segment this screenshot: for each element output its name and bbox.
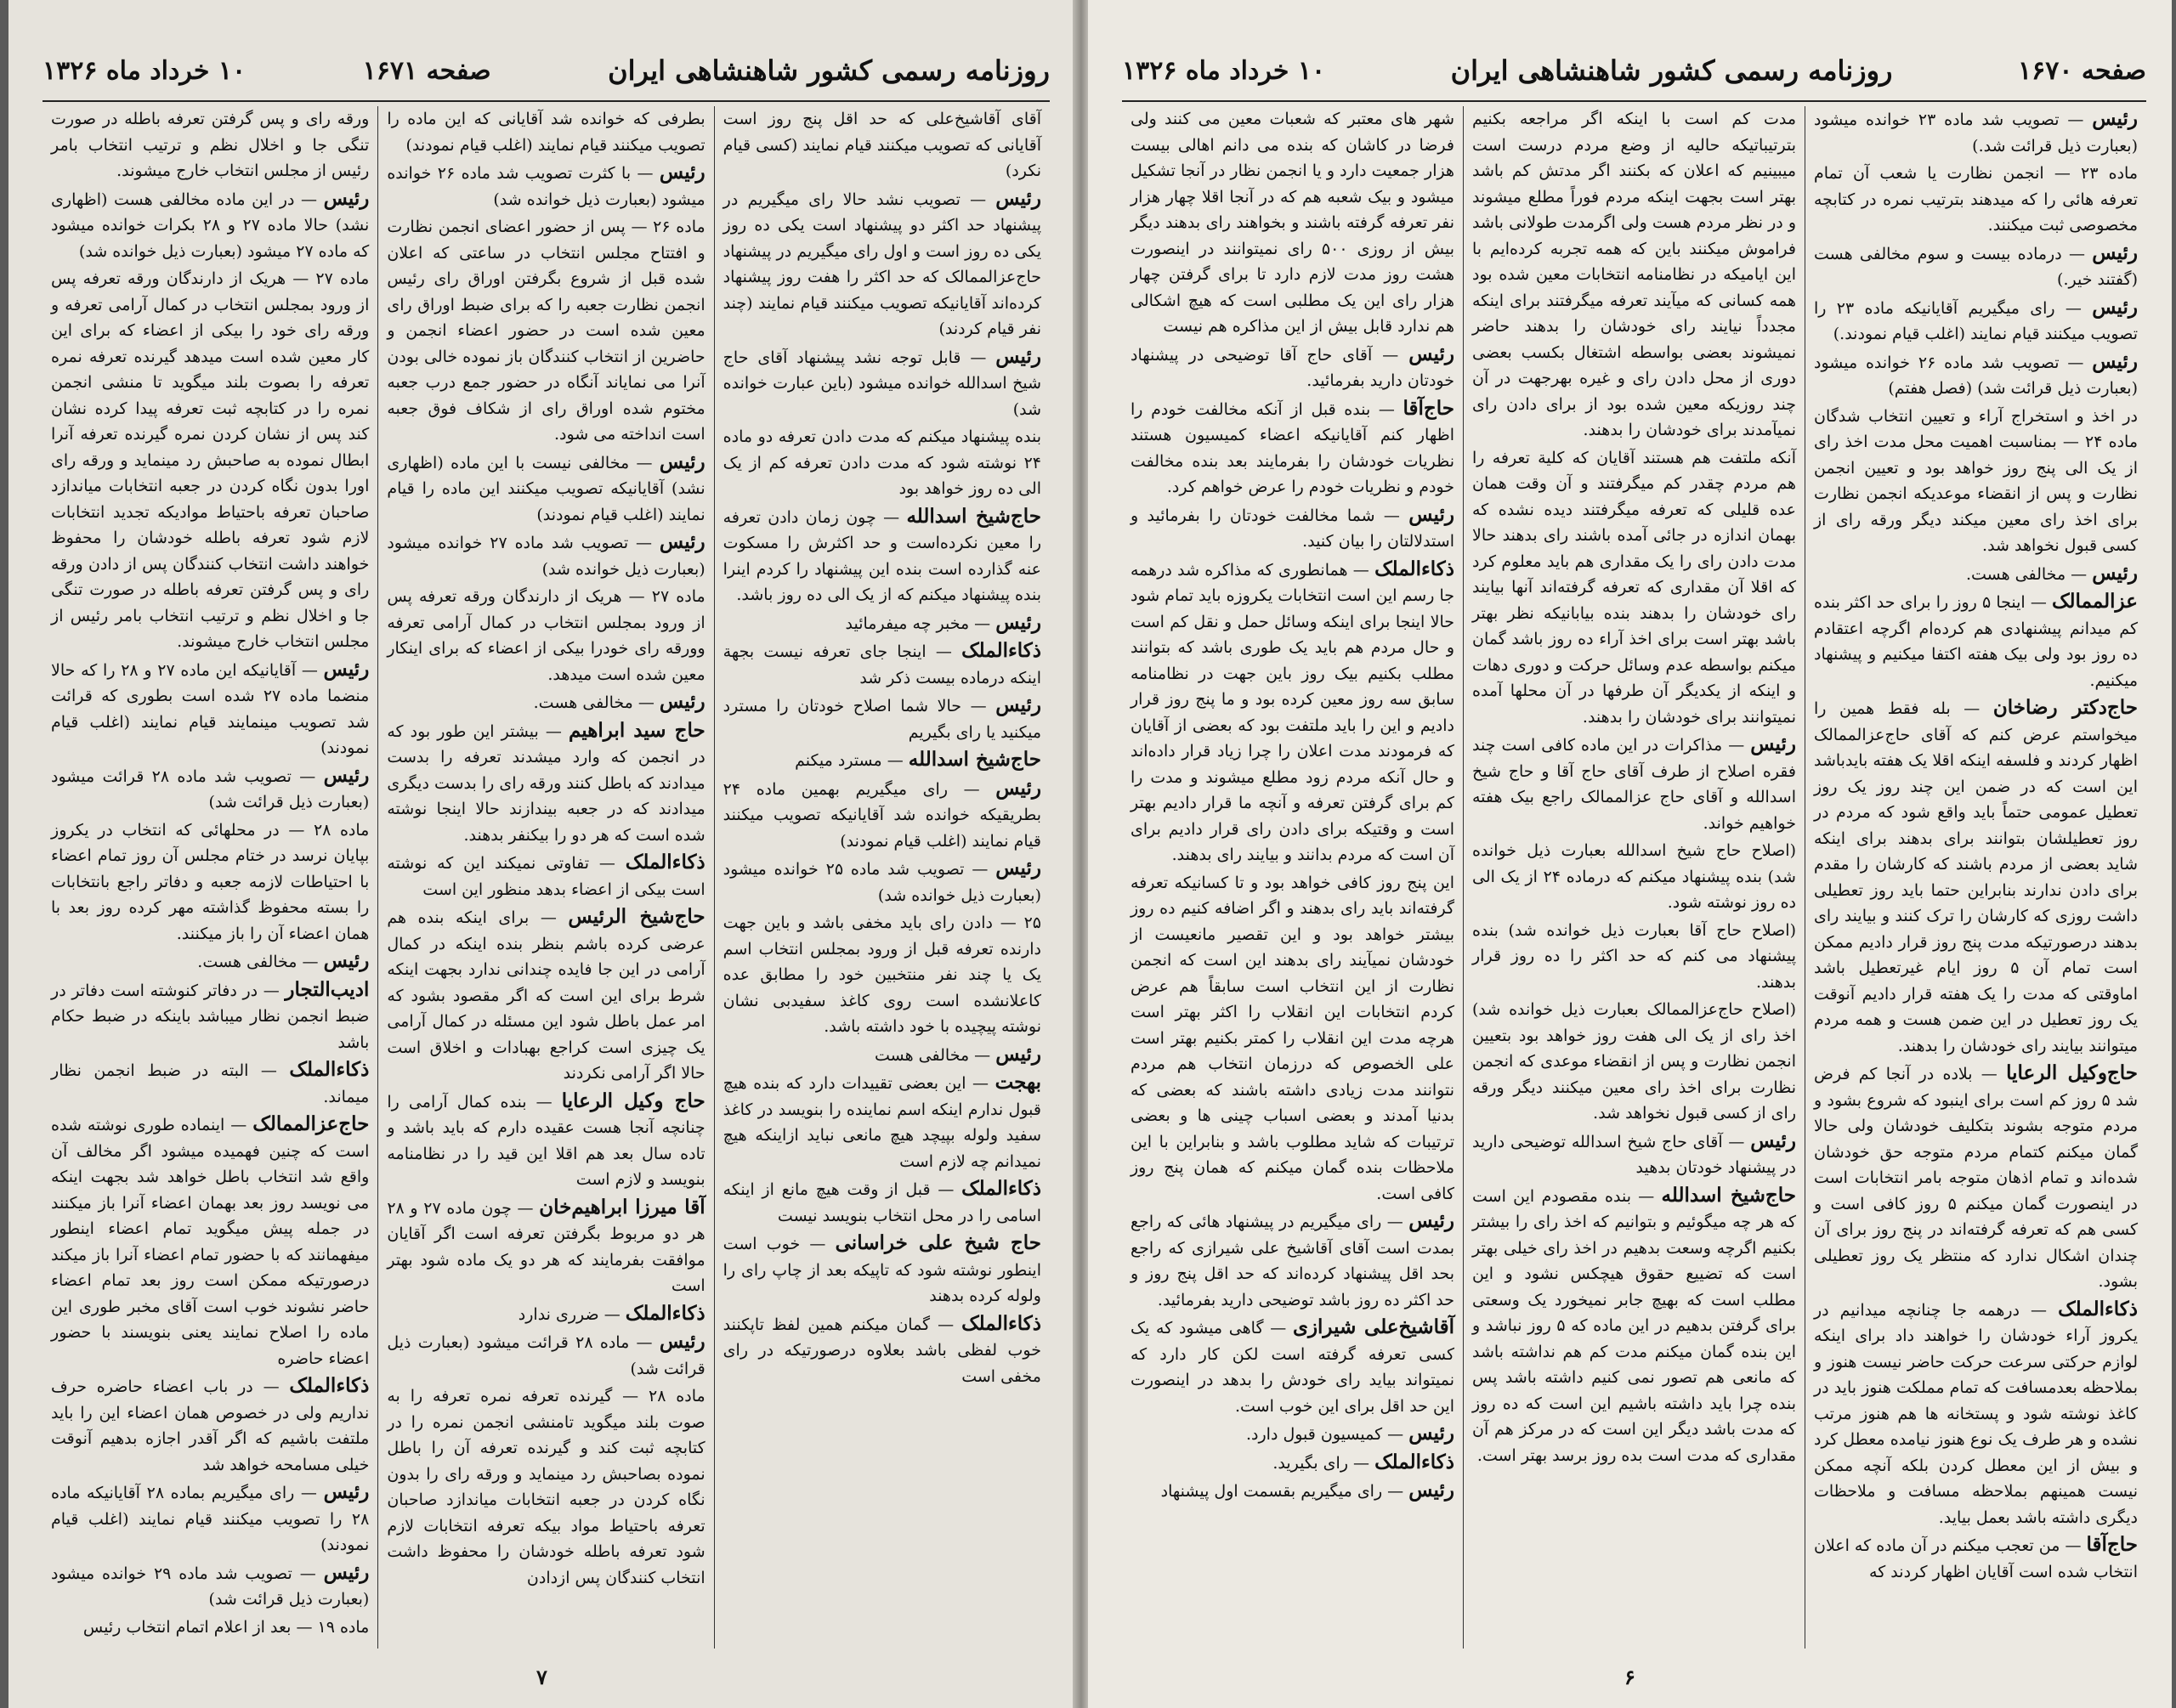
speaker-name: رئیس (323, 763, 370, 787)
text-paragraph (1130, 870, 1454, 1207)
paragraph-text: — گاهی میشود که یک کسی تعرفه گرفته است لکن کار دارد که نمیتواند بیاید رای خودش را بدهد در اینصورت این حد اقل برای این خوب است. (1130, 1319, 1454, 1416)
speech-paragraph (723, 747, 1041, 774)
speaker-name: حاج‌شیخ اسدالله (908, 748, 1041, 771)
speech-paragraph (1130, 1450, 1454, 1477)
text-paragraph (51, 106, 369, 184)
paragraph-text: — تفاوتی نمیکند این که نوشته است بیکی از اعضاء بدهد منظور این است (387, 854, 706, 899)
left-header-rule (42, 100, 1050, 102)
speech-paragraph (1814, 695, 2138, 1059)
speaker-name: ذکاء‌الملک (1374, 557, 1454, 580)
text-paragraph (723, 106, 1041, 184)
paragraph-text: — مخالفی هست (875, 1045, 996, 1065)
speaker-name: رئیس (323, 657, 370, 681)
paragraph-text: — بنده کمال آرامی را چنانچه آنجا هست عقیده دارم که باید باشد و تاده سال بعد هم اقلا این قید را در نظامنامه بنویسد و لازم است (387, 1092, 706, 1189)
speaker-name: حاج‌شیخ اسدالله (1661, 1183, 1797, 1207)
speaker-name: ذکاء‌الملک (961, 639, 1041, 662)
paragraph-text: — کمیسیون قبول دارد. (1245, 1425, 1409, 1444)
speech-paragraph (723, 504, 1041, 608)
text-paragraph (387, 214, 705, 448)
speech-paragraph (51, 1560, 369, 1613)
paragraph-text: — درهمه جا چنانچه میدانیم در یکروز آراء خودشان را خواهند داد برای اینکه لوازم حرکتی سرعت حرکت حاضر نیست هنوز و بملاحظه بعدمسافت که تمام مملکت هنوز باید در کاغذ نوشته شود و پستخانه ها هم هنوز مرتب نشده و هر طرف یک نوع هنوز نیامده معطل کرد و بیش از این معطل کردن بلکه آنچه ممکن نیست همینهم بملاحظه مسافت و ملاحظات دیگری داشته باشد بعمل بیاید. (1814, 1300, 2138, 1527)
left-gazette-title: روزنامه رسمی کشور شاهنشاهی ایران (608, 54, 1050, 87)
paragraph-text: — من تعجب میکنم در آن ماده که اعلان انتخاب شده است آقایان اظهار کردند که (1813, 1536, 2138, 1581)
left-column-2 (377, 106, 713, 1649)
paragraph-text: آقای آقاشیخ‌علی که حد اقل پنج روز است آقایانی که تصویب میکنند قیام نمایند (کسی قیام نکرد) (722, 110, 1041, 180)
paragraph-text: — اینجا جای تعرفه نیست بجهة اینکه درماده بیست ذکر شد (722, 642, 1041, 687)
speech-paragraph (723, 1042, 1041, 1069)
speech-paragraph (723, 1311, 1041, 1390)
speaker-name: رئیس (323, 949, 370, 972)
speech-paragraph (1814, 589, 2138, 693)
paragraph-text: — برای اینکه بنده هم عرضی کرده باشم بنظر بنده اینکه در کمال آرامی در این جا فایده چندانی ندارد بجهت اینکه شرط برای این است که اگر مقصود بشود که امر عمل باطل شود این مسئله در کمال آرامی یک چیزی است کراجع بهبادات و اخلاق است حالا اگر آرامی نکردند (387, 908, 706, 1083)
paragraph-text: — مخالفی هست. (533, 693, 660, 712)
speaker-name: رئیس (995, 776, 1041, 800)
speech-paragraph (51, 1479, 369, 1558)
speaker-name: رئیس (2092, 295, 2138, 319)
speech-paragraph (1130, 1421, 1454, 1448)
paragraph-text: ماده ۲۷ — هریک از دارندگان ورقه تعرفه پس از ورود بمجلس انتخاب در کمال آرامی تعرفه و ورقه رای خود را بیکی از اعضاء که برای این کار معین شده است میدهد گیرنده تعرفه نمره تعرفه را بصوت بلند میگوید تا منشی انجمن نمره را در کتابچه ثبت تعرفه پیدا کرده نشان کند پس از نشان کردن نمره گیرنده تعرفه آنرا ابطال نموده به صاحبش رد مینماید و ورقه رای اورا بدون نگاه کردن در جعبه انتخابات میاندازد صاحبان تعرفه باحتیاط موادیکه تجدید انتخابات لازم شود تعرفه باطله خودشان را محفوظ خواهند داشت انتخاب کنندگان پس از دادن ورقه رای و پس گرفتن تعرفه باطله در صورت تنگی جا و اخلال نظم و ترتیب انتخاب بامر رئیس از مجلس انتخاب خارج میشوند. (51, 269, 370, 651)
speech-paragraph (51, 657, 369, 761)
speech-paragraph (723, 776, 1041, 855)
speaker-name: ادیب‌التجار (285, 977, 370, 1001)
speech-paragraph (1130, 342, 1454, 394)
paragraph-text: مدت کم است با اینکه اگر مراجعه بکنیم بترتیباتیکه حالیه از وضع مردم درست است میبینیم که اعلان که بکنند اگر مدتش کم باشد بهتر است بجهت اینکه مردم فوراً مطلع میشوند و در نظر مردم هست ولی اگرمدت طولانی باشد فراموش میکنند باین که همه تجربه کرده‌ایم با این ایامیکه در نظامنامه انتخابات معین شده بود همه کسانی که میآیند تعرفه میگرفتند برای اینکه مجدداً نیایند رای خودشان را بدهند حاضر نمیشوند بعضی بواسطه اشتغال بکسب بعضی دوری از محل دادن رای و غیره بهرجهت در آن چند روزیکه معین شده بود از برای دادن رای نمیآمدند برای خودشان را بدهند. (1472, 110, 1796, 439)
text-paragraph (387, 106, 705, 158)
speech-paragraph (1130, 1315, 1454, 1419)
speech-paragraph (387, 689, 705, 716)
speaker-name: رئیس (1408, 342, 1454, 365)
paragraph-text: — با کثرت تصویب شد ماده ۲۶ خوانده میشود (بعبارت ذیل خوانده شد) (387, 164, 706, 209)
speech-paragraph (51, 948, 369, 976)
speaker-name: رئیس (1750, 732, 1796, 755)
paragraph-text: — تصویب شد ماده ۲۷ خوانده میشود (بعبارت ذیل خوانده شد) (387, 534, 706, 579)
paragraph-text: — مخالفی نیست با این ماده (اظهاری نشد) آقایانیکه تصویب میکنند این ماده را قیام نمایند (اغلب قیام نمودند) (387, 453, 706, 524)
paragraph-text: — تصویب شد ماده ۲۶ خوانده میشود (بعبارت ذیل قرائت شد) (فصل هفتم) (1814, 353, 2138, 398)
left-page-date: ۱۰ خرداد ماه ۱۳۲۶ (42, 55, 246, 86)
paragraph-text: — رای میگیریم بماده ۲۸ آقایانیکه ماده ۲۸ را تصویب میکنند قیام نمایند (اغلب قیام نمودند) (51, 1484, 370, 1554)
speaker-name: ذکاء‌الملک (625, 851, 706, 874)
speaker-name: رئیس (995, 693, 1041, 716)
paragraph-text: — بله فقط همین را میخواستم عرض کنم که آقای حاج‌عزالممالک اظهار کردند و فلسفه اینکه اقلا یک هفته بایدباشد این است که در ضمن این چند روز یک روز تعطیل عمومی حتماً باید واقع شود که مردم در روز تعطیلشان بتوانند برای بدهند برای اینکه شاید بعضی از مردم باشند که کارشان را مقدم برای دادن ندارند بنابراین حتما باید روز تعطیلی داشت روزی که کارشان را ترک کنند و بیایند رای بدهند درصورتیکه مدت پنج روز قرار دادیم ممکن است تمام آن ۵ روز ایام غیرتعطیل باشد اماوقتی که مدت را یک هفته قرار دادیم آنوقت یک روز تعطیل در این ضمن هست و همه مردم میتوانند بیایند رای خودشان را بدهند. (1814, 699, 2139, 1055)
paragraph-text: — مخالفی هست. (1965, 564, 2093, 584)
paragraph-text: (اصلاح حاج‌عزالممالک بعبارت ذیل خوانده شد) اخذ رای از یک الی هفت روز خواهد بود بتعیین انجمن نظارت و پس از انقضاء موعدی که انجمن نظارت برای اخذ رای معین میکنند دیگر ورقه رای از کسی قبول نخواهد شد. (1472, 1000, 1796, 1123)
left-column-3 (42, 106, 377, 1649)
text-paragraph (1472, 997, 1796, 1127)
speaker-name: حاج‌شیخ الرئیس (568, 905, 706, 928)
text-paragraph (51, 817, 369, 947)
speech-paragraph (387, 718, 705, 849)
speaker-name: رئیس (1750, 1128, 1796, 1152)
speaker-name: آقا میرزا ابراهیم‌خان (539, 1195, 706, 1219)
paragraph-text: — آقای حاج شیخ اسدالله توضیحی دارید در پیشنهاد خودتان بدهید (1472, 1132, 1796, 1177)
speech-paragraph (723, 1070, 1041, 1174)
speech-paragraph (387, 529, 705, 582)
speaker-name: رئیس (2092, 349, 2138, 373)
speech-paragraph (723, 344, 1041, 423)
right-gazette-title: روزنامه رسمی کشور شاهنشاهی ایران (1450, 54, 1893, 87)
paragraph-text: ورقه رای و پس گرفتن تعرفه باطله در صورت تنگی جا و اخلال نظم و ترتیب انتخاب بامر رئیس از مجلس انتخاب خارج میشوند. (51, 110, 370, 180)
speaker-name: رئیس (659, 1330, 706, 1353)
paragraph-text: ماده ۲۳ — انجمن نظارت یا شعب آن تمام تعرفه هائی را که میدهند بترتیب نمره در کتابچه مخصوصی ثبت میکنند. (1814, 164, 2138, 235)
text-paragraph (1472, 445, 1796, 731)
right-page (1088, 0, 2172, 1708)
speaker-name: رئیس (659, 161, 706, 184)
speaker-name: حاج‌آقا (2086, 1533, 2138, 1556)
text-paragraph (387, 584, 705, 687)
paragraph-text: — تصویب شد ماده ۲۸ قرائت میشود (بعبارت ذیل قرائت شد) (51, 766, 370, 812)
left-page (8, 0, 1075, 1708)
speaker-name: رئیس (1408, 1422, 1454, 1445)
paragraph-text: — البته در ضبط انجمن نظار میماند. (51, 1061, 370, 1106)
speaker-name: ذکاء‌الملک (961, 1311, 1041, 1335)
speaker-name: عزالممالک (2051, 590, 2138, 613)
speech-paragraph (1130, 396, 1454, 501)
paragraph-text: — رای میگیریم بهمین ماده ۲۴ بطریقیکه خوانده شد آقایانیکه تصویب میکنند قیام نمایند (اغلب قیام نمودند) (722, 779, 1041, 851)
speaker-name: ذکاء‌الملک (289, 1058, 370, 1081)
speech-paragraph (1130, 1208, 1454, 1313)
speech-paragraph (723, 610, 1041, 637)
speech-paragraph (51, 1373, 369, 1478)
paragraph-text: — رای میگیریم در پیشنهاد هائی که راجع بمدت است آقای آقاشیخ علی شیرازی که راجع بحد اقل پیشنهاد کرده‌اند که حد اقل پنج روز و حد اکثر ده روز باشد توضیحی دارید بفرمائید. (1130, 1213, 1454, 1309)
speaker-name: ذکاء‌الملک (289, 1374, 370, 1397)
speaker-name: حاج‌وکیل الرعایا (2006, 1061, 2139, 1084)
paragraph-text: — مذاکرات در این ماده کافی است چند فقره اصلاح از طرف آقای حاج آقا و حاج شیخ اسدالله و آقای حاج عزالممالک راجع بیک هفته خواهیم خواند. (1472, 736, 1796, 833)
left-page-number: صفحه ۱۶۷۱ (362, 55, 491, 86)
paragraph-text: — ماده ۲۸ قرائت میشود (بعبارت ذیل قرائت شد) (387, 1333, 706, 1378)
speaker-name: رئیس (323, 186, 370, 210)
speech-paragraph (51, 186, 369, 265)
paragraph-text: — رای میگیریم آقایانیکه ماده ۲۳ را تصویب میکنند قیام نمایند (اغلب قیام نمودند.) (1814, 298, 2138, 343)
paragraph-text: ماده ۲۸ — گیرنده تعرفه نمره تعرفه را به صوت بلند میگوید تامنشی انجمن نمره را در کتابچه ثبت کند و گیرنده تعرفه آن را باطل نموده بصاحبش رد مینماید و ورقه رای را بدون نگاه کردن در جعبه انتخابات میاندازد صاحبان تعرفه باحتیاط مواد بیکه تعرفه انتخابات لازم شود تعرفه باطله خودشان را محفوظ داشت انتخاب کنندگان پس ازدادن (387, 1387, 706, 1587)
paragraph-text: — بنده مقصودم این است که هر چه میگوئیم و بتوانیم که اخذ رای را بیشتر بکنیم اگرچه وسعت بدهیم در اخذ رای خیلی بهتر است که تضییع حقوق هیچکس نشود و این مطلب است که بهیچ جابر نمیخورد یک وسعتی برای گرفتن بدهیم در این ماده که ۵ روز نباشد و این بنده گمان میکنم مدت کم هم نداشته باشد که مانعی هم تصور نمی کنیم داشته باشد پس بنده چرا باید داشته باشیم این است که ده روز که مدت باشد دیگر این است که در مرکز هم آن مقداری که مدت است بده روز برسد بهتر است. (1472, 1186, 1796, 1465)
paragraph-text: این پنج روز کافی خواهد بود و تا کسانیکه تعرفه گرفته‌اند باید رای بدهند و اگر اضافه کنیم ده روز بیشتر خواهد بود و این تقصیر مانعیست از خودشان نمیآیند رای بدهند این است که انجمن نظارت از این انتخاب است سابقاً هم عرض کردم انتخابات این انقلاب را اکثر بهتر است هرچه مدت این انقلاب را کمتر بکنیم بهتر است علی الخصوص که درزمان انتخاب هم مردم نتوانند مدت زیادی داشته باشند که بعضی که بدنیا آمدند و بعضی اسباب چینی ها و بعضی ترتیبات که شاید مطلوب باشد و بنابراین با این ملاحظات بنده گمان میکنم که همان پنج روز کافی است. (1130, 873, 1454, 1203)
text-paragraph (51, 266, 369, 655)
text-paragraph (387, 1383, 705, 1591)
speaker-name: رئیس (995, 857, 1041, 879)
paragraph-text: بطرفی که خوانده شد آقایانی که این ماده را تصویب میکنند قیام نمایند (اغلب قیام نمودند) (387, 110, 706, 155)
right-column-2 (1463, 106, 1805, 1649)
speech-paragraph (51, 1111, 369, 1371)
speech-paragraph (723, 1176, 1041, 1229)
speech-paragraph (723, 638, 1041, 691)
text-paragraph (51, 1615, 369, 1641)
speech-paragraph (723, 856, 1041, 908)
paragraph-text: (اصلاح حاج شیخ اسدالله بعبارت ذیل خوانده شد) بنده پیشنهاد میکنم که درماده ۲۴ از یک الی ده روز نوشته شود. (1472, 841, 1796, 912)
paragraph-text: — تصویب شد ماده ۲۹ خوانده میشود (بعبارت ذیل قرائت شد) (51, 1564, 370, 1609)
speech-paragraph (387, 850, 705, 902)
speaker-name: حاج وکیل الرعایا (561, 1089, 706, 1112)
paragraph-text: — بیشتر این طور بود که در انجمن که وارد میشدند تعرفه را بدست میدادند که باطل کنند ورقه رای را بدست دیگری میدادند که در جعبه بیندازند حالا اینجا نوشته شده است که هر دو را بیکنفر بدهند. (387, 721, 706, 845)
paragraph-text: — آقای حاج آقا توضیحی در پیشنهاد خودتان دارید بفرمائید. (1130, 345, 1454, 390)
paragraph-text: — بلاده در آنجا کم فرض شد ۵ روز کم است برای اینبود که شروع بشود و مردم متوجه بشوند بتکلیف خودشان ولی حالا گمان میکنم کتمام مردم متوجه حق خودشان شده‌اند و تمام اذهان متوجه بامر انتخابات است در اینصورت گمان میکنم ۵ روز کافی است و کسی هم که تعرفه گرفته‌اند در پنج روز برای آن چندان اشکال ندارد که منتظر یک روز تعطیلی بشود. (1814, 1065, 2139, 1291)
right-page-date: ۱۰ خرداد ماه ۱۳۲۶ (1122, 55, 1326, 86)
text-paragraph (1472, 106, 1796, 444)
text-paragraph (1814, 161, 2138, 239)
paragraph-text: — در این ماده مخالفی هست (اظهاری نشد) حالا ماده ۲۷ و ۲۸ بکرات خوانده میشود که ماده ۲۷ میشود (بعبارت ذیل خوانده شد) (51, 189, 370, 261)
paragraph-text: — قبل از وقت هیچ مانع از اینکه اسامی را در محل انتخاب بنویسد نیست (722, 1180, 1041, 1225)
paragraph-text: — ضرری ندارد (518, 1304, 626, 1324)
speaker-name: ذکاء‌الملک (625, 1301, 706, 1325)
speaker-name: بهجت (994, 1071, 1041, 1094)
paragraph-text: — تصویب نشد حالا رای میگیریم در پیشنهاد حد اکثر دو پیشنهاد است یکی ده روز یکی ده روز است و اول رای میگیریم در پیشنهاد حاج‌عزالممالک که حد اکثر را هفت روز پیشنهاد کرده‌اند آقایانیکه تصویب میکنند قیام نمایند (چند نفر قیام کردند) (722, 189, 1041, 338)
speech-paragraph (51, 977, 369, 1056)
paragraph-text: ۲۵ — دادن رای باید مخفی باشد و باین جهت دارنده تعرفه قبل از ورود بمجلس انتخاب اسم یک یا چند نفر منتخبین خود را مطابق عده کاعلانشده است روی کاغذ سفیدبی نشان نوشته پیچیده با خود داشته باشد. (722, 913, 1041, 1036)
speech-paragraph (1130, 1478, 1454, 1505)
paragraph-text: — در دفاتر کنوشته است دفاتر در ضبط انجمن نظار میباشد باینکه در ضبط حکام باشد (51, 981, 370, 1052)
text-paragraph (723, 424, 1041, 502)
speaker-name: آقاشیخ‌علی شیرازی (1292, 1315, 1454, 1338)
speaker-name: رئیس (2092, 240, 2138, 264)
speaker-name: رئیس (659, 530, 706, 553)
paragraph-text: — آقایانیکه این ماده ۲۷ و ۲۸ را که حالا منضما ماده ۲۷ شده است بطوری که قرائت شد تصویب مینمایند قیام نمایند (اغلب قیام نمودند) (51, 660, 370, 757)
speech-paragraph (1814, 1297, 2138, 1531)
paragraph-text: — رای میگیریم بقسمت اول پیشنهاد (1160, 1482, 1409, 1501)
paragraph-text: — اینماده طوری نوشته شده است که چنین فهمیده میشود اگر مخالف آن واقع شد انتخاب باطل خواهد شد بجهت اینکه می نویسد روز بعد بهمان اعضاء آنرا باز میکنند در جمله پیش میگوید تمام اعضاء اینطور میفهمانند که با حضور تمام اعضاء آنرا باز میکند درصورتیکه ممکن است روز بعد تمام اعضاء حاضر نشوند خوب است آقای مخبر طوری این ماده را اصلاح نمایند یعنی بنویسند با حضور اعضاء حاضره (51, 1116, 370, 1368)
right-header-rule (1122, 100, 2146, 102)
speaker-name: رئیس (1408, 502, 1454, 526)
speech-paragraph (1472, 1183, 1796, 1469)
speaker-name: رئیس (659, 450, 706, 473)
speech-paragraph (1814, 349, 2138, 402)
speaker-name: حاج شیخ علی خراسانی (835, 1231, 1041, 1254)
speech-paragraph (51, 1057, 369, 1110)
text-paragraph (723, 910, 1041, 1040)
speaker-name: رئیس (995, 1042, 1041, 1066)
paragraph-text: — این بعضی تقییدات دارد که بنده هیچ قبول ندارم اینکه اسم نماینده را بنویسد در کاغذ سفید ولوله بپیچد هیچ مانعی نباید ازاینکه هیچ نمیدانم چه لازم است (722, 1074, 1041, 1171)
speech-paragraph (1814, 561, 2138, 588)
paragraph-text: — بنده قبل از آنکه مخالفت خودم را اظهار کنم آقایانیکه اعضاء کمیسیون هستند نظریات خودشان را بفرمایند بعد بنده مخالفت خودم و نظریات خودم را عرض خواهم کرد. (1130, 399, 1454, 496)
speaker-name: ذکاء‌الملک (961, 1177, 1041, 1200)
speech-paragraph (1130, 557, 1454, 868)
speech-paragraph (51, 763, 369, 816)
paragraph-text: (اصلاح حاج آقا بعبارت ذیل خوانده شد) بنده پیشنهاد می کنم که حد اکثر را ده روز قرار بدهند. (1472, 920, 1796, 992)
speech-paragraph (1814, 295, 2138, 348)
speech-paragraph (387, 1089, 705, 1193)
speech-paragraph (1814, 106, 2138, 159)
speech-paragraph (387, 450, 705, 529)
speaker-name: ذکاء‌الملک (2058, 1297, 2138, 1321)
speaker-name: حاج‌دکتر رضاخان (1992, 696, 2138, 719)
book-gutter (1073, 0, 1090, 1708)
paragraph-text: — تصویب شد ماده ۲۳ خوانده میشود (بعبارت ذیل قرائت شد.) (1814, 110, 2138, 156)
right-page-number: صفحه ۱۶۷۰ (2018, 55, 2146, 86)
speech-paragraph (1814, 240, 2138, 293)
speech-paragraph (387, 160, 705, 212)
right-folio: ۶ (1624, 1665, 1635, 1689)
left-columns (42, 106, 1050, 1649)
speech-paragraph (387, 1195, 705, 1299)
speaker-name: حاج‌آقا (1402, 396, 1454, 420)
paragraph-text: — مخبر چه میفرمائید (845, 614, 996, 633)
text-paragraph (1472, 838, 1796, 916)
paragraph-text: — چون ماده ۲۷ و ۲۸ هر دو مربوط بگرفتن تعرفه است اگر آقایان موافقت بفرمایند که هر دو یک ماده شود بهتر است (387, 1198, 706, 1295)
speech-paragraph (723, 1230, 1041, 1309)
paragraph-text: — مخالفی هست. (197, 953, 324, 971)
speech-paragraph (387, 904, 705, 1087)
text-paragraph (1130, 106, 1454, 340)
right-column-1 (1805, 106, 2146, 1649)
speaker-name: رئیس (995, 186, 1041, 210)
paragraph-text: — تصویب شد ماده ۲۵ خوانده میشود (بعبارت ذیل خوانده شد) (722, 860, 1041, 905)
speaker-name: حاج‌عزالممالک (252, 1112, 370, 1135)
paragraph-text: — درماده بیست و سوم مخالفی هست (گفتند خیر.) (1814, 244, 2138, 289)
speaker-name: ذکاء‌الملک (1374, 1450, 1454, 1473)
speaker-name: رئیس (2092, 561, 2138, 585)
speaker-name: رئیس (995, 610, 1041, 634)
paragraph-text: — قابل توجه نشد پیشنهاد آقای حاج شیخ اسدالله خوانده میشود (باین عبارت خوانده شد) (722, 348, 1041, 419)
paragraph-text: — خوب است اینطور نوشته شود که تاپیکه بعد از چاپ رای را ولوله کرده بدهند (722, 1235, 1041, 1305)
speaker-name: رئیس (659, 690, 706, 713)
left-column-1 (714, 106, 1050, 1649)
right-page-header (1122, 41, 2146, 100)
paragraph-text: — اینجا ۵ روز را برای حد اکثر بنده کم میدانم پیشنهادی هم کرده‌ام اگرچه اعتقادم ده روز بود ولی بیک هفته اکتفا میکنیم و پیشنهاد میکنیم. (1814, 593, 2138, 690)
speech-paragraph (1814, 1532, 2138, 1585)
speech-paragraph (723, 693, 1041, 745)
paragraph-text: — چون زمان دادن تعرفه را معین نکرده‌است و حد اکثرش را مسکوت عنه گذارده است بنده این پیشنهاد را کردم اینرا بنده پیشنهاد میکنم که از یک الی ده روز باشد. (722, 507, 1041, 604)
paragraph-text: در اخذ و استخراج آراء و تعیین انتخاب شدگان ماده ۲۴ — بمناسبت اهمیت محل مدت اخذ رای از یک الی پنج روز خواهد بود و تعیین انجمن نظارت و پس از انقضاء موعدیکه انجمن نظارت برای اخذ رای معین میکند دیگر ورقه رای از کسی قبول نخواهد شد. (1814, 406, 2139, 555)
speaker-name: رئیس (1408, 1479, 1454, 1502)
text-paragraph (1472, 918, 1796, 996)
paragraph-text: شهر های معتبر که شعبات معین می کنند ولی فرضا در کاشان که بنده می دانم اهالی بیست هزار جمعیت دارد و یا انجمن نظار در آنجا تشکیل میشود و بیک شعبه هم که در آنجا اقلا چهار هزار نفر تعرفه گرفته باشند و بخواهند رای بدهند دیگر بیش از روزی ۵۰۰ رای نمیتوانند در اینصورت هشت روز مدت لازم دارد تا برای گرفتن چهار هزار رای این یک مطلبی است که هیچ اشکالی هم ندارد قابل بیش از این مذاکره هم نیست (1130, 110, 1454, 336)
speaker-name: رئیس (995, 344, 1041, 368)
paragraph-text: آنکه ملتفت هم هستند آقایان که کلیة تعرفه را هم مردم چقدر کم میگرفتند و آن وقت همان عده قلیلی که تعرفه میگرفتند دیده نشده که بهمان اندازه در جائی آمده باشند رای بدهند حالا مدت دادن رای را یک مقداری هم باید معلوم کرد که اقلا آن مقداری که تعرفه گرفته‌اند آنها بیایند رای خودشان را بدهند بنده بیابانیکه نظر بهتر باشد بهتر است برای اخذ آراء ده روز باشد گمان میکنم بواسطه عدم وسائل حرکت و دوری دهات و اینکه از یکدیگر آن طرفها در آن محلها آمده نمیتوانند برای خودشان را بدهند. (1472, 448, 1796, 727)
paragraph-text: — گمان میکنم همین لفظ تاپکنند خوب لفظی باشد بعلاوه درصورتیکه در رای مخفی است (722, 1315, 1041, 1386)
paragraph-text: — حالا شما اصلاح خودتان را مسترد میکنید یا رای بگیریم (722, 697, 1041, 742)
paragraph-text: ماده ۲۸ — در محلهائی که انتخاب در یکروز بپایان نرسد در ختام مجلس آن روز تمام اعضاء با احتیاطات لازمه جعبه و دفاتر راجع بانتخابات را بسته محفوظ گذاشته مهر کرده روز بعد با همان اعضاء آن را باز میکنند. (51, 820, 370, 943)
text-paragraph (1814, 404, 2138, 559)
right-column-3 (1122, 106, 1463, 1649)
speaker-name: حاج سید ابراهیم (568, 718, 706, 742)
speech-paragraph (1814, 1060, 2138, 1295)
speech-paragraph (1472, 732, 1796, 836)
speaker-name: رئیس (1408, 1209, 1454, 1232)
paragraph-text: بنده پیشنهاد میکنم که مدت دادن تعرفه دو ماده ۲۴ نوشته شود که مدت دادن تعرفه کم از یک الی ده روز خواهد بود (722, 427, 1041, 498)
paragraph-text: — رای بگیرید. (1272, 1453, 1375, 1473)
right-columns (1122, 106, 2146, 1649)
paragraph-text: ماده ۱۹ — بعد از اعلام اتمام انتخاب رئیس (82, 1617, 370, 1637)
left-folio: ۷ (536, 1665, 547, 1689)
paragraph-text: — مسترد میکنم (795, 751, 909, 770)
speech-paragraph (723, 186, 1041, 342)
left-page-header (42, 41, 1050, 100)
paragraph-text: — همانطوری که مذاکره شد درهمه جا رسم این است انتخابات یکروزه باید تمام شود حالا اینجا برای اینکه وسائل حمل و نقل کم است و حال مردم هم باید یک طوری باشد که بتوانند مطلب بکنیم بیک روز باین جهت در نظامنامه سابق سه روز معین کرده بود و ما پنج روز قرار دادیم و این را باید ملتفت بود که بعضی از آقایان که فرمودند مدت اعلان را چرا زیاد قرار داده‌اند و حال آنکه مردم زود مطلع میشوند و مدت را کم برای گرفتن تعرفه و آنچه ما قرار دادیم بهتر است و وقتیکه برای دادن رای قرار دادیم برای آن است که مردم بدانند و بیایند رای بدهند. (1130, 560, 1454, 864)
speech-paragraph (1472, 1128, 1796, 1181)
speech-paragraph (1130, 502, 1454, 555)
paragraph-text: ماده ۲۶ — پس از حضور اعضای انجمن نظارت و افتتاح مجلس انتخاب در ساعتی که اعلان شده قبل از شروع بگرفتن اوراق رای رئیس انجمن نظارت جعبه را که برای ضبط اوراق رای معین شده است در حضور اعضاء انجمن و حاضرین از انتخاب کنندگان باز نموده خالی بودن آنرا می نمایاند آنگاه در حضور جمع درب جعبه مختوم شده اوراق رای از شکاف فوق جعبه است انداخته می شود. (387, 218, 706, 444)
speech-paragraph (387, 1301, 705, 1328)
speaker-name: حاج‌شیخ اسدالله (906, 504, 1041, 528)
speech-paragraph (387, 1329, 705, 1382)
paragraph-text: — شما مخالفت خودتان را بفرمائید و استدلالتان را بیان کنید. (1130, 506, 1454, 551)
speaker-name: رئیس (323, 1480, 370, 1503)
paragraph-text: — در باب اعضاء حاضره حرف نداریم ولی در خصوص همان اعضاء این را باید ملتفت باشیم که اگر آقدر اجازه بدهیم آنوقت خیلی مسامحه خواهد شد (51, 1377, 370, 1474)
paragraph-text: ماده ۲۷ — هریک از دارندگان ورقه تعرفه پس از ورود بمجلس انتخاب در کمال آرامی تعرفه وورقه رای خودرا بیکی از اعضاء که برای اینکار معین شده است میدهد. (387, 587, 706, 684)
speaker-name: رئیس (2092, 107, 2138, 130)
speaker-name: رئیس (323, 1560, 370, 1584)
